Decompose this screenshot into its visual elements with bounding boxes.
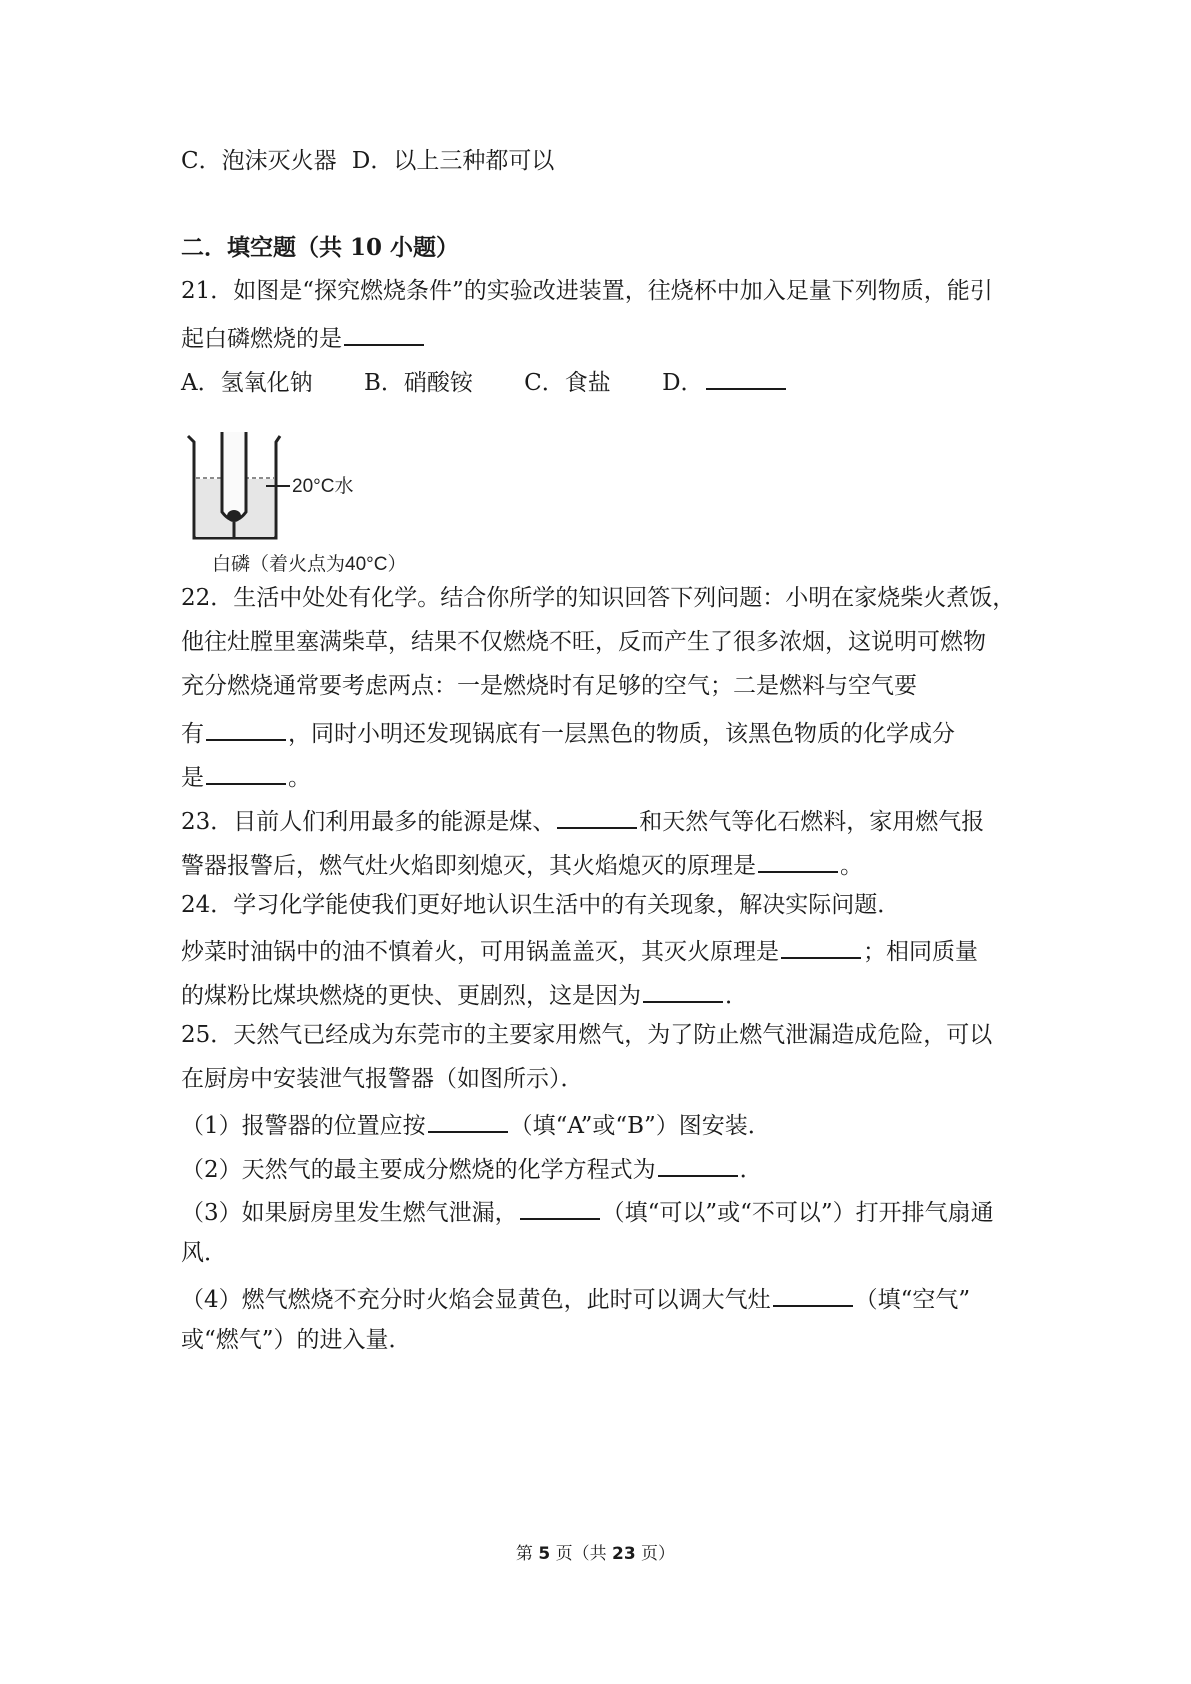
q25-sub1-end: （填“A”或“B”）图安装． (509, 1113, 771, 1139)
q23-line2 (181, 847, 1021, 881)
q24-line1: 24．学习化学能使我们更好地认识生活中的有关现象，解决实际问题． (181, 892, 901, 918)
q21-options (181, 364, 1021, 398)
q22-line5-start: 是 (181, 765, 204, 791)
q21-stem-end: 起白磷燃烧的是 (181, 326, 342, 352)
q21-answer-blank (344, 320, 424, 346)
footer-prefix: 第 (515, 1544, 539, 1564)
q25-sub3-end: （填“可以”或“不可以”）打开排气扇通 (601, 1200, 994, 1226)
option-c: C．泡沫灭火器 (181, 148, 337, 174)
q22-line4-start: 有 (181, 721, 204, 747)
q24-blank-2 (643, 977, 723, 1003)
footer-total-pages: 23 (611, 1544, 636, 1564)
q22-line4-end: ，同时小明还发现锅底有一层黑色的物质，该黑色物质的化学成分 (288, 721, 955, 747)
q23-line1-start: 23．目前人们利用最多的能源是煤、 (181, 809, 556, 835)
prev-question-options (181, 146, 1021, 176)
water-label: 20°C水 (292, 476, 354, 497)
q25-sub3-cont: 风． (181, 1240, 227, 1266)
q22-line2: 他往灶膛里塞满柴草，结果不仅燃烧不旺，反而产生了很多浓烟，这说明可燃物 (181, 629, 986, 655)
q25-line1: 25．天然气已经成为东莞市的主要家用燃气，为了防止燃气泄漏造成危险，可以 (181, 1022, 993, 1048)
q23-line2-start: 警器报警后，燃气灶火焰即刻熄灭，其火焰熄灭的原理是 (181, 853, 756, 879)
white-phosphorus (227, 510, 241, 522)
section-title: 二．填空题（共 10 小题） (181, 234, 460, 261)
q25-blank-1 (428, 1107, 508, 1133)
q21-line1: 21．如图是“探究燃烧条件”的实验改进装置，往烧杯中加入足量下列物质，能引 (181, 278, 993, 304)
q25-blank-3 (520, 1194, 600, 1220)
q23-line2-end: 。 (840, 853, 863, 879)
q25-sub3-start: （3）如果厨房里发生燃气泄漏， (181, 1200, 518, 1226)
q22-line4 (181, 715, 1021, 749)
q24-line2-start: 炒菜时油锅中的油不慎着火，可用锅盖盖灭，其灭火原理是 (181, 939, 779, 965)
q21-option-b: B．硝酸铵 (363, 370, 473, 396)
q21-option-c: C．食盐 (524, 370, 611, 396)
q24-line3-start: 的煤粉比煤块燃烧的更快、更剧烈，这是因为 (181, 983, 641, 1009)
q23-line1 (181, 803, 1021, 837)
q24-line2 (181, 933, 1021, 967)
q22-line5-end: 。 (288, 765, 311, 791)
q21-option-d (662, 364, 787, 398)
q22-line1: 22．生活中处处有化学。结合你所学的知识回答下列问题：小明在家烧柴火煮饭， (181, 585, 1016, 611)
q23-blank-2 (758, 847, 838, 873)
q24-blank-1 (781, 933, 861, 959)
q21-option-d-blank (706, 364, 786, 390)
q23-line1-end: 和天然气等化石燃料，家用燃气报 (639, 809, 985, 835)
q21-option-a: A．氢氧化钠 (181, 370, 313, 396)
footer-suffix: 页） (635, 1544, 676, 1564)
q25-blank-4 (773, 1281, 853, 1307)
q24-line3 (181, 977, 1021, 1011)
footer-mid: 页（共 (550, 1544, 612, 1564)
q25-sub2-end: ． (739, 1157, 763, 1183)
q25-sub4-end: （填“空气” (854, 1287, 971, 1313)
q25-sub1-start: （1）报警器的位置应按 (181, 1113, 426, 1139)
q25-sub4-start: （4）燃气燃烧不充分时火焰会显黄色，此时可以调大气灶 (181, 1287, 771, 1313)
q21-line2 (181, 320, 1021, 354)
q25-sub2-start: （2）天然气的最主要成分燃烧的化学方程式为 (181, 1157, 656, 1183)
q24-line3-end: ． (725, 983, 748, 1009)
page-footer (0, 1542, 1191, 1566)
q23-blank-1 (557, 803, 637, 829)
option-d: D．以上三种都可以 (351, 148, 555, 174)
q25-sub4 (181, 1281, 1021, 1315)
q25-line2: 在厨房中安装泄气报警器（如图所示）． (181, 1066, 584, 1092)
q21-option-d-label: D． (662, 370, 704, 396)
q25-sub4-cont: 或“燃气”）的进入量． (181, 1327, 412, 1353)
q25-sub3 (181, 1194, 1021, 1228)
q22-line5 (181, 759, 1021, 793)
test-tube (222, 432, 246, 520)
q25-blank-2 (658, 1151, 738, 1177)
q24-line2-end: ；相同质量 (863, 939, 978, 965)
q25-sub2 (181, 1151, 1021, 1185)
q22-line3: 充分燃烧通常要考虑两点：一是燃烧时有足够的空气；二是燃料与空气要 (181, 673, 917, 699)
q25-sub1 (181, 1107, 1021, 1141)
footer-page-number: 5 (538, 1544, 551, 1564)
phosphorus-label: 白磷（着火点为40°C） (212, 554, 407, 575)
q22-blank-2 (206, 759, 286, 785)
q22-blank-1 (206, 715, 286, 741)
